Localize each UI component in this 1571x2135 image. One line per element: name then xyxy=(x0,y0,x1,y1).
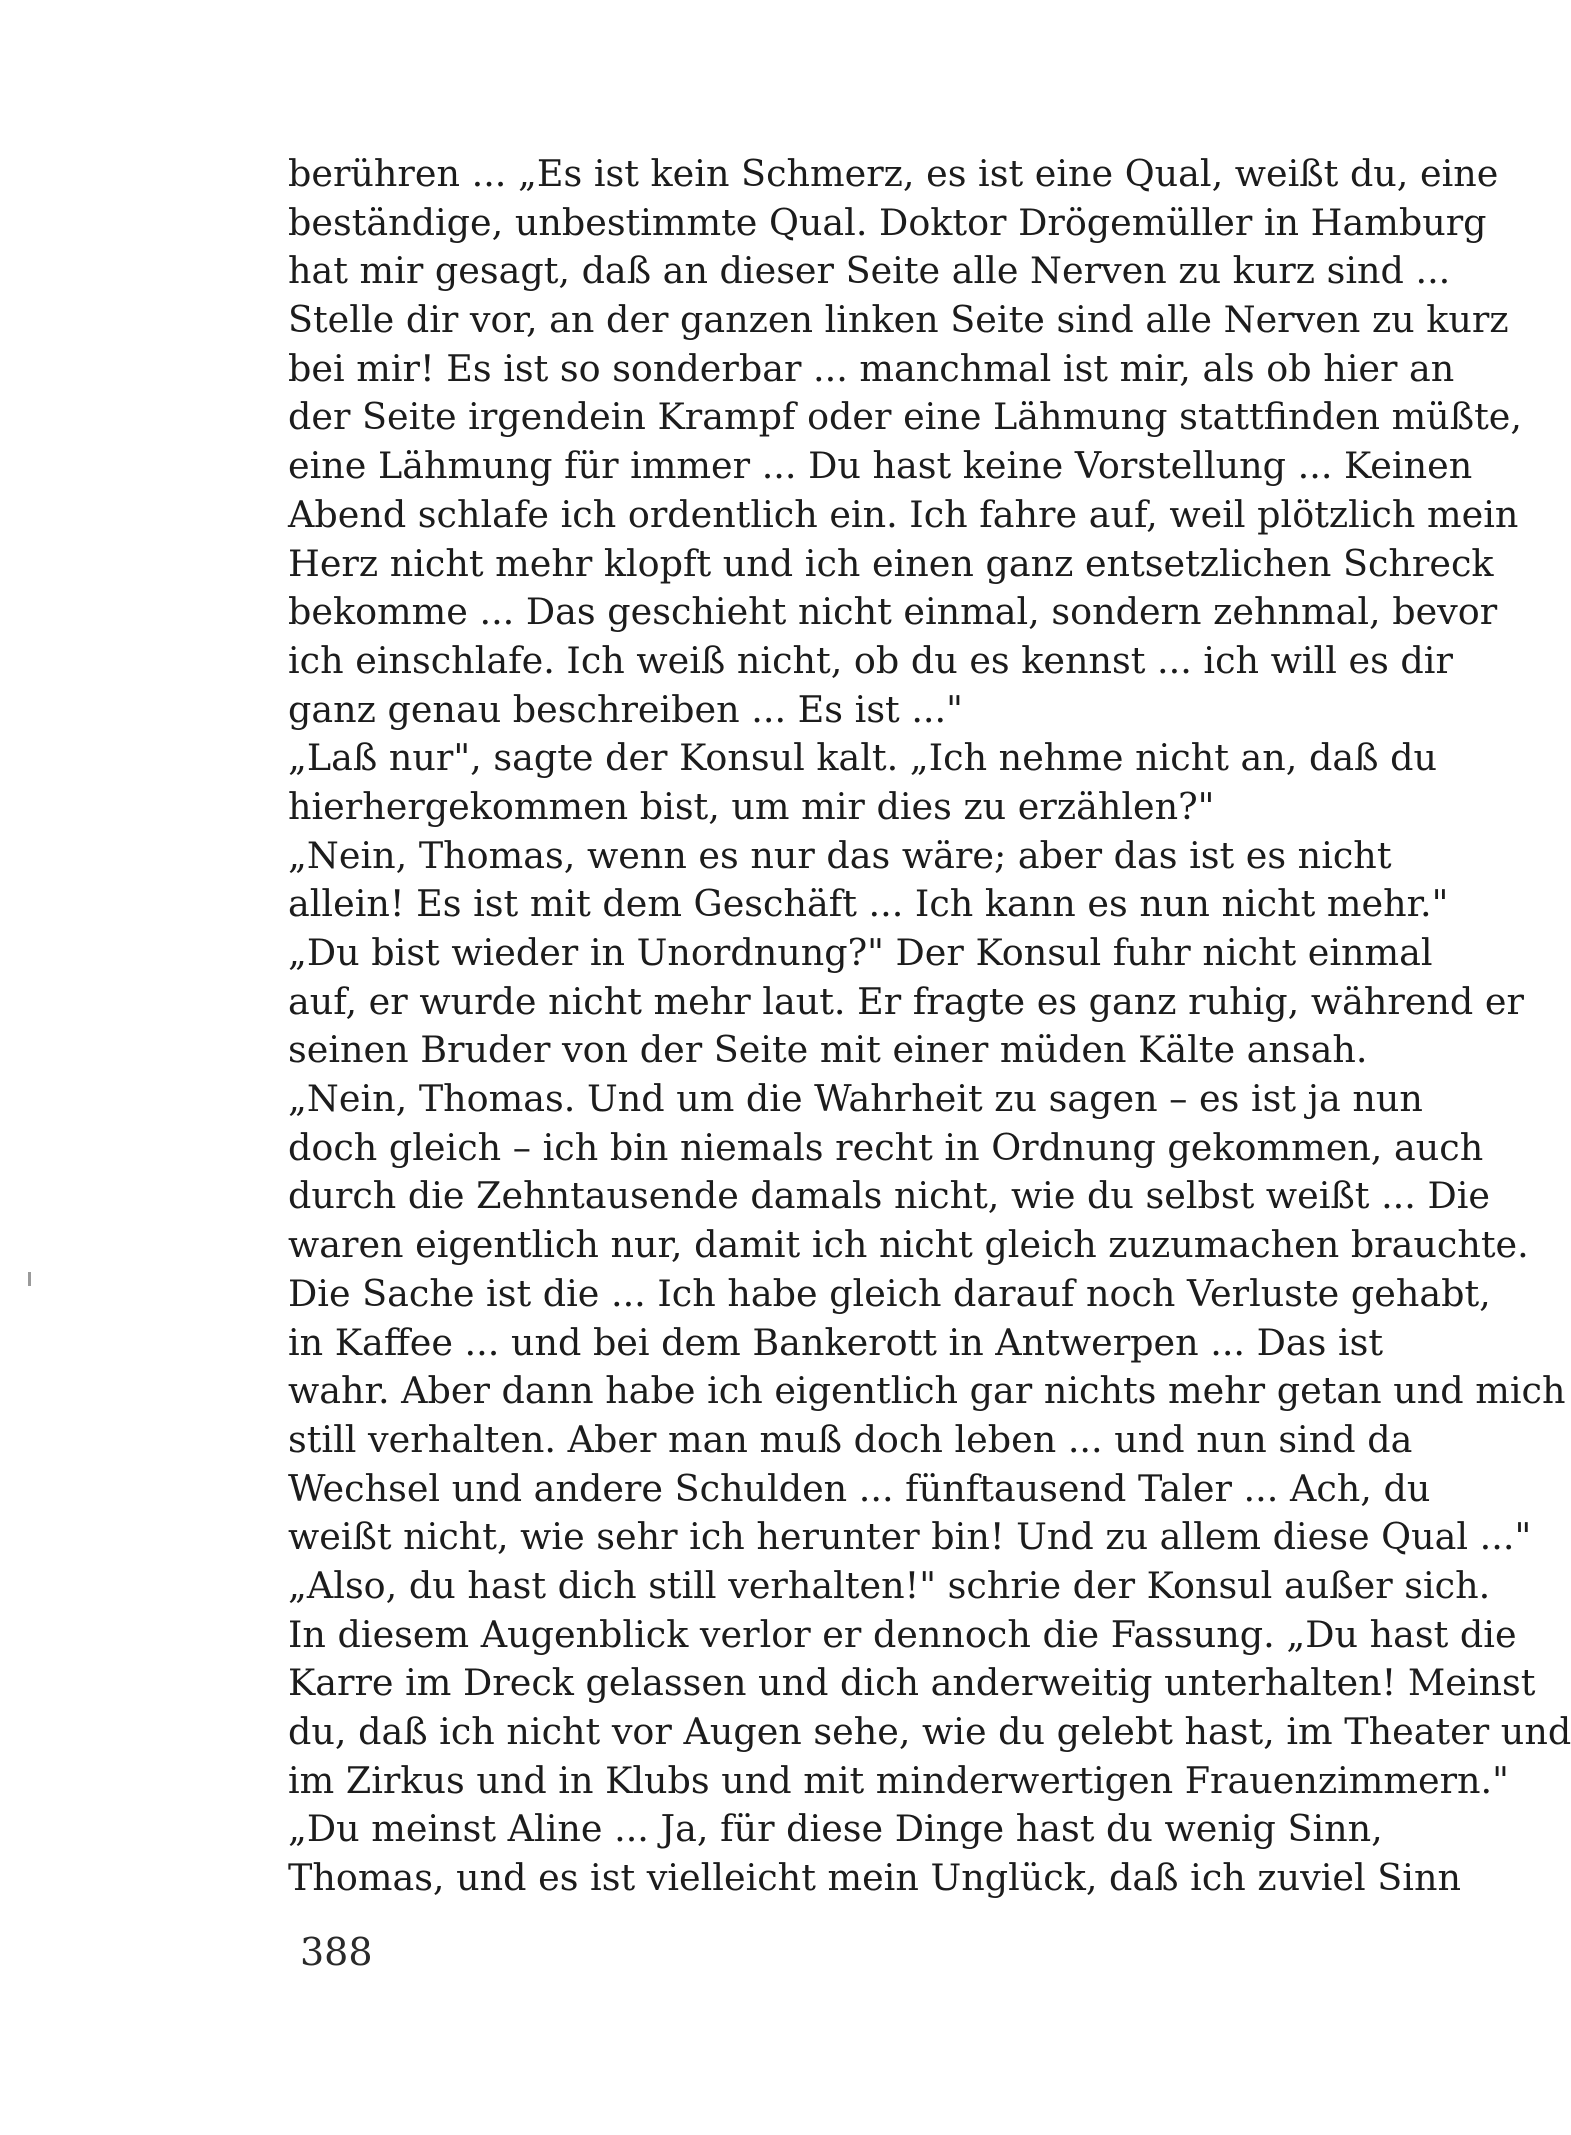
text-line: Stelle dir vor, an der ganzen linken Seite sind alle Nerven zu kurz xyxy=(288,298,1509,342)
text-line: seinen Bruder von der Seite mit einer müden Kälte ansah. xyxy=(288,1028,1368,1072)
text-line: in Kaffee ... und bei dem Bankerott in Antwerpen ... Das ist xyxy=(288,1320,1384,1364)
text-line: Wechsel und andere Schulden ... fünftausend Taler ... Ach, du xyxy=(288,1466,1431,1510)
text-line: im Zirkus und in Klubs und mit minderwertigen Frauenzimmern." xyxy=(288,1758,1509,1802)
text-line: Thomas, und es ist vielleicht mein Unglück, daß ich zuviel Sinn xyxy=(288,1856,1461,1900)
text-line: Herz nicht mehr klopft und ich einen ganz entsetzlichen Schreck xyxy=(288,541,1494,585)
text-line: bekomme ... Das geschieht nicht einmal, sondern zehnmal, bevor xyxy=(288,590,1498,634)
text-line: hierhergekommen bist, um mir dies zu erzählen?" xyxy=(288,784,1215,828)
text-line: ganz genau beschreiben ... Es ist ..." xyxy=(288,687,963,731)
text-line: „Nein, Thomas. Und um die Wahrheit zu sagen – es ist ja nun xyxy=(288,1077,1423,1121)
text-line: weißt nicht, wie sehr ich herunter bin! Und zu allem diese Qual ..." xyxy=(288,1515,1532,1559)
text-line: hat mir gesagt, daß an dieser Seite alle Nerven zu kurz sind ... xyxy=(288,249,1451,293)
text-line: „Du bist wieder in Unordnung?" Der Konsul fuhr nicht einmal xyxy=(288,931,1433,974)
text-line: „Laß nur", sagte der Konsul kalt. „Ich nehme nicht an, daß du xyxy=(288,736,1437,780)
text-line: „Also, du hast dich still verhalten!" schrie der Konsul außer sich. xyxy=(288,1563,1491,1607)
text-line: „Nein, Thomas, wenn es nur das wäre; aber das ist es nicht xyxy=(288,833,1392,877)
text-line: beständige, unbestimmte Qual. Doktor Drögemüller in Hamburg xyxy=(288,200,1487,244)
page-number: 388 xyxy=(300,1930,373,1974)
text-line: allein! Es ist mit dem Geschäft ... Ich kann es nun nicht mehr." xyxy=(288,882,1449,926)
text-line: Karre im Dreck gelassen und dich anderweitig unterhalten! Meinst xyxy=(288,1661,1536,1705)
text-line: In diesem Augenblick verlor er dennoch die Fassung. „Du hast die xyxy=(288,1612,1517,1656)
text-line: waren eigentlich nur, damit ich nicht gleich zuzumachen brauchte. xyxy=(288,1223,1529,1267)
text-line: Abend schlafe ich ordentlich ein. Ich fahre auf, weil plötzlich mein xyxy=(288,492,1519,536)
text-line: bei mir! Es ist so sonderbar ... manchmal ist mir, als ob hier an xyxy=(288,346,1455,390)
text-line: still verhalten. Aber man muß doch leben ... und nun sind da xyxy=(288,1417,1413,1461)
text-line: ich einschlafe. Ich weiß nicht, ob du es kennst ... ich will es dir xyxy=(288,638,1453,682)
text-line: durch die Zehntausende damals nicht, wie du selbst weißt ... Die xyxy=(288,1174,1491,1218)
text-line: du, daß ich nicht vor Augen sehe, wie du gelebt hast, im Theater und xyxy=(288,1710,1571,1753)
body-text xyxy=(288,150,1571,1903)
text-line: „Du meinst Aline ... Ja, für diese Dinge hast du wenig Sinn, xyxy=(288,1807,1383,1851)
text-line: der Seite irgendein Krampf oder eine Lähmung stattfinden müßte, xyxy=(288,395,1522,439)
text-line: Die Sache ist die ... Ich habe gleich darauf noch Verluste gehabt, xyxy=(288,1271,1491,1315)
text-line: berühren ... „Es ist kein Schmerz, es ist eine Qual, weißt du, eine xyxy=(288,152,1499,195)
text-line: eine Lähmung für immer ... Du hast keine Vorstellung ... Keinen xyxy=(288,444,1473,488)
text-line: doch gleich – ich bin niemals recht in Ordnung gekommen, auch xyxy=(288,1125,1484,1169)
margin-mark xyxy=(28,1272,31,1286)
text-line: wahr. Aber dann habe ich eigentlich gar nichts mehr getan und mich xyxy=(288,1369,1566,1413)
text-line: auf, er wurde nicht mehr laut. Er fragte es ganz ruhig, während er xyxy=(288,979,1524,1023)
